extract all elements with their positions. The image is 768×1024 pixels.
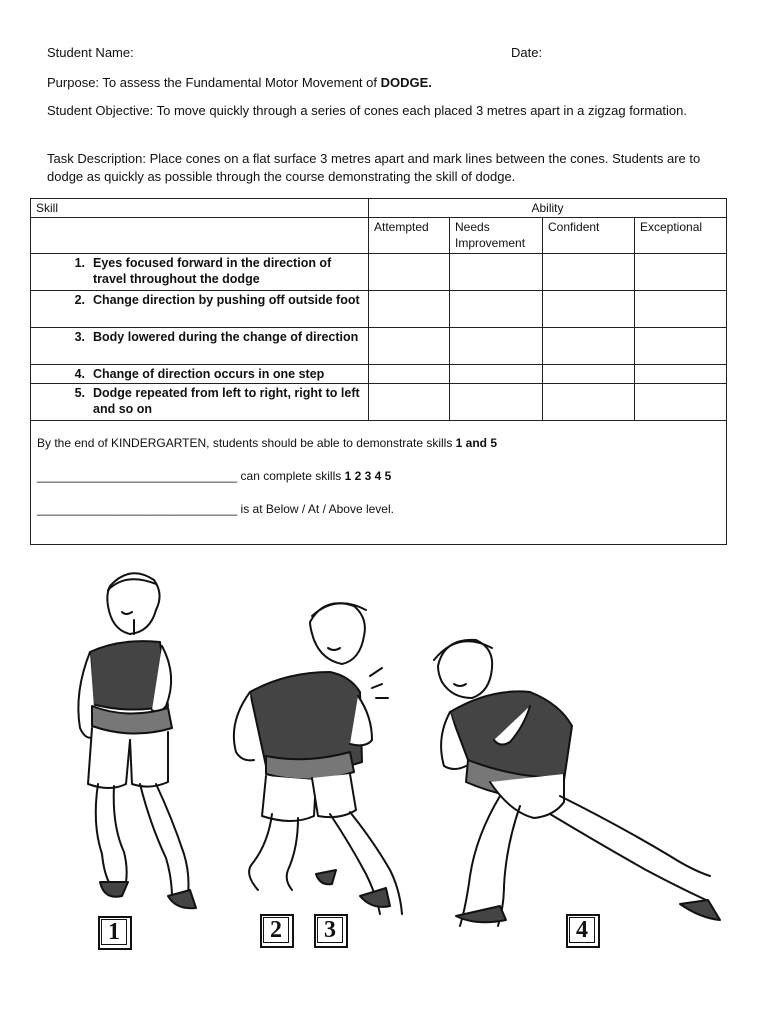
figure-2-3-drawing [234, 603, 402, 914]
skill-text: Dodge repeated from left to right, right to left and so on [93, 386, 360, 416]
kindergarten-text: By the end of KINDERGARTEN, students should be able to demonstrate skills [37, 436, 456, 450]
skill-cell [31, 365, 369, 384]
skill-cell [31, 328, 369, 365]
student-name-label: Student Name: [47, 45, 134, 60]
checkbox-cell[interactable] [543, 365, 635, 384]
dodge-figures-drawing [50, 556, 730, 956]
purpose-line [47, 74, 432, 92]
col-confident: Confident [543, 218, 635, 254]
blank-cell [31, 218, 369, 254]
date-label: Date: [511, 45, 543, 60]
dodge-illustration [50, 556, 730, 956]
skill-header: Skill [31, 199, 369, 218]
checkbox-cell[interactable] [635, 254, 727, 291]
footer-cell [31, 421, 727, 545]
figure-label-4: 4 [566, 914, 600, 948]
checkbox-cell[interactable] [543, 291, 635, 328]
checkbox-cell[interactable] [369, 291, 450, 328]
skill-text: Body lowered during the change of direction [93, 330, 359, 344]
student-objective: Student Objective: To move quickly through a series of cones each placed 3 metres apart in a zigzag formation. [47, 103, 687, 118]
table-row [31, 328, 727, 365]
figure-1-drawing [78, 573, 196, 908]
purpose-skill: DODGE. [380, 75, 432, 90]
table-row [31, 291, 727, 328]
checkbox-cell[interactable] [369, 254, 450, 291]
table-footer-row [31, 421, 727, 545]
table-row [31, 384, 727, 421]
skill-cell [31, 384, 369, 421]
skill-number: 5. [74, 386, 85, 400]
figure-4-drawing [434, 640, 720, 926]
checkbox-cell[interactable] [369, 384, 450, 421]
skill-number: 3. [74, 330, 85, 344]
col-attempted: Attempted [369, 218, 450, 254]
skill-cell [31, 291, 369, 328]
table-row [31, 254, 727, 291]
skill-text: Change direction by pushing off outside foot [93, 293, 360, 307]
skill-text: Eyes focused forward in the direction of travel throughout the dodge [93, 256, 332, 286]
ability-columns-row [31, 218, 727, 254]
kindergarten-skills: 1 and 5 [455, 436, 498, 450]
skill-text: Change of direction occurs in one step [93, 367, 325, 381]
complete-text: can complete skills [237, 469, 345, 483]
complete-skills-line [37, 468, 720, 501]
checkbox-cell[interactable] [543, 254, 635, 291]
table-row [31, 365, 727, 384]
checkbox-cell[interactable] [635, 291, 727, 328]
task-description: Task Description: Place cones on a flat surface 3 metres apart and mark lines between the cones. Students are to dodge as quickly as possible through the course demonstrating the skill of dodge. [47, 151, 701, 184]
skill-number: 2. [74, 293, 85, 307]
skill-cell [31, 254, 369, 291]
table-header-row [31, 199, 727, 218]
checkbox-cell[interactable] [635, 365, 727, 384]
checkbox-cell[interactable] [450, 365, 543, 384]
checkbox-cell[interactable] [635, 384, 727, 421]
figure-label-2: 2 [260, 914, 294, 948]
checkbox-cell[interactable] [450, 384, 543, 421]
checkbox-cell[interactable] [635, 328, 727, 365]
name-blank[interactable]: ______________________________ [37, 502, 238, 516]
ability-header: Ability [369, 199, 727, 218]
checkbox-cell[interactable] [450, 254, 543, 291]
figure-label-1: 1 [98, 916, 132, 950]
checkbox-cell[interactable] [450, 291, 543, 328]
level-line [37, 501, 720, 534]
name-blank[interactable]: ______________________________ [37, 469, 238, 483]
checkbox-cell[interactable] [450, 328, 543, 365]
checkbox-cell[interactable] [543, 328, 635, 365]
kindergarten-line [37, 435, 720, 468]
skill-number: 4. [74, 367, 85, 381]
figure-label-3: 3 [314, 914, 348, 948]
checkbox-cell[interactable] [369, 365, 450, 384]
assessment-table [30, 198, 727, 545]
purpose-text: Purpose: To assess the Fundamental Motor Movement of [47, 75, 381, 90]
complete-skills-numbers: 1 2 3 4 5 [344, 469, 392, 483]
skill-number: 1. [74, 256, 85, 270]
col-needs-improvement: Needs Improvement [450, 218, 543, 254]
checkbox-cell[interactable] [369, 328, 450, 365]
col-exceptional: Exceptional [635, 218, 727, 254]
level-text: is at Below / At / Above level. [237, 502, 394, 516]
checkbox-cell[interactable] [543, 384, 635, 421]
